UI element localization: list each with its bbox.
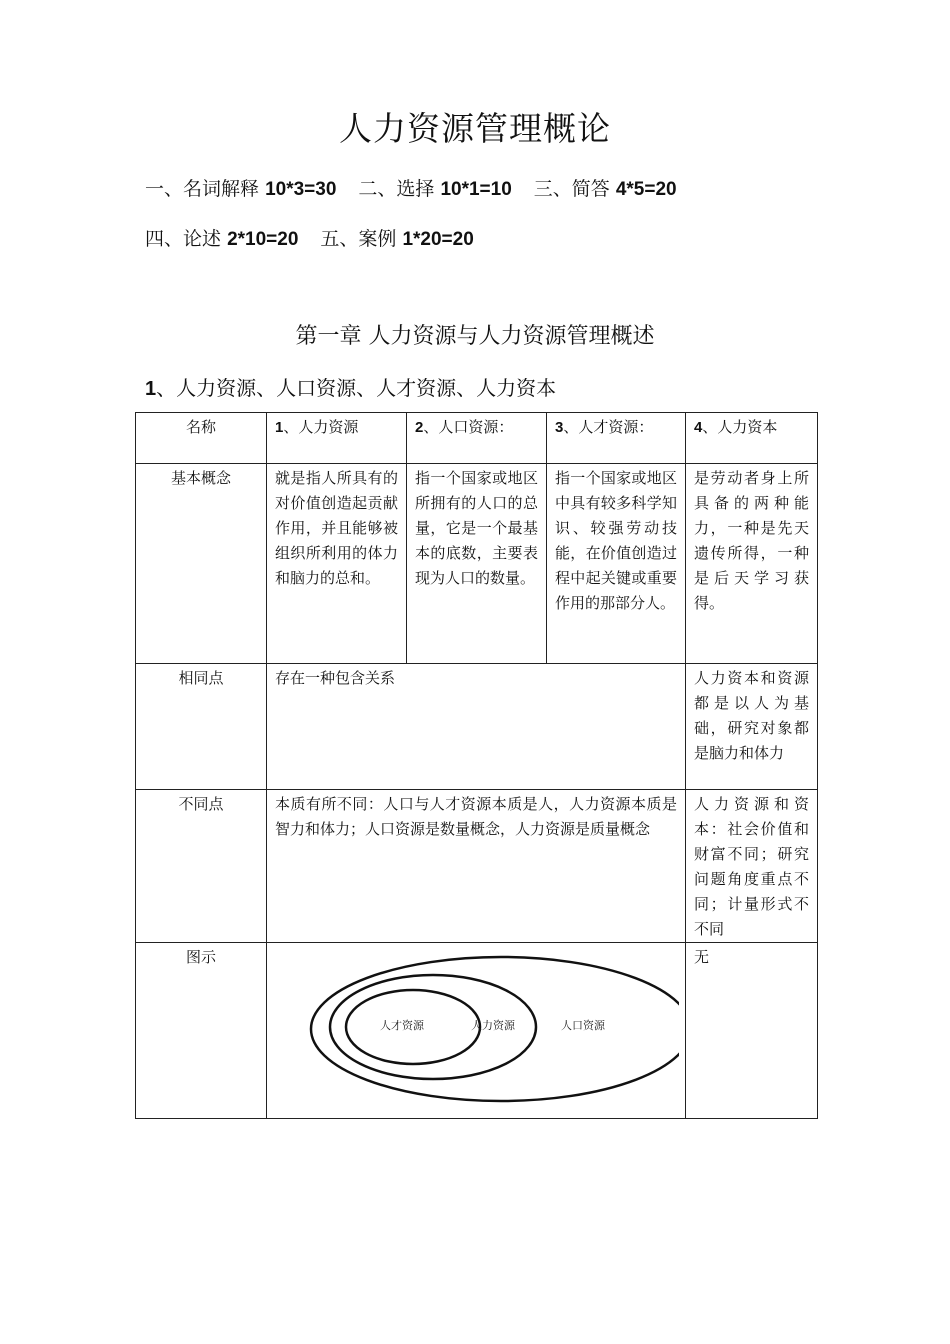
table-row-difference — [136, 790, 818, 943]
exam-structure-line-1 — [145, 174, 677, 201]
header-label: 、人口资源： — [423, 418, 514, 436]
header-cell — [407, 413, 547, 464]
exam-structure-line-2 — [145, 224, 474, 251]
exam-part-label: 一、名词解释 — [145, 178, 260, 200]
population-resources-label: 人口资源 — [561, 1019, 605, 1032]
concept-cell-human-capital: 是劳动者身上所具备的两种能力，一种是先天遗传所得，一种是后天学习获得。 — [686, 464, 818, 664]
row-label: 图示 — [136, 943, 267, 1119]
header-label: 、人力资源 — [283, 418, 359, 436]
header-number: 2 — [415, 419, 424, 436]
header-number: 3 — [555, 419, 564, 436]
similarity-cell: 存在一种包含关系 — [267, 664, 686, 790]
document-title: 人力资源管理概论 — [339, 109, 611, 148]
header-cell — [686, 413, 818, 464]
talent-resources-label: 人才资源 — [380, 1019, 424, 1032]
table-row-similarity — [136, 664, 818, 790]
diagram-cell — [267, 943, 686, 1119]
header-number: 1 — [275, 419, 284, 436]
exam-part-score: 2*10=20 — [227, 229, 299, 250]
concept-cell-population-resources: 指一个国家或地区所拥有的人口的总量，它是一个最基本的底数，主要表现为人口的数量。 — [407, 464, 547, 664]
exam-part-label: 四、论述 — [145, 228, 222, 250]
exam-part-score: 10*3=30 — [265, 179, 337, 200]
header-number: 4 — [694, 419, 703, 436]
section-title: 、人力资源、人口资源、人才资源、人力资本 — [156, 376, 557, 400]
header-cell — [547, 413, 686, 464]
table-row-concept — [136, 464, 818, 664]
comparison-table — [135, 412, 818, 1119]
nested-ellipse-diagram — [279, 949, 679, 1109]
header-cell — [267, 413, 407, 464]
exam-part-score: 4*5=20 — [615, 179, 677, 200]
exam-part-score: 10*1=10 — [440, 179, 512, 200]
table-row-diagram — [136, 943, 818, 1119]
chapter-heading: 第一章 人力资源与人力资源管理概述 — [295, 324, 655, 349]
diagram-capital-cell: 无 — [686, 943, 818, 1119]
concept-cell-talent-resources: 指一个国家或地区中具有较多科学知识、较强劳动技能，在价值创造过程中起关键或重要作用的那部分人。 — [547, 464, 686, 664]
section-heading — [145, 372, 556, 401]
header-name-cell: 名称 — [136, 413, 267, 464]
header-label: 、人才资源： — [563, 418, 654, 436]
similarity-capital-cell: 人力资本和资源都是以人为基础，研究对象都是脑力和体力 — [686, 664, 818, 790]
human-resources-label: 人力资源 — [471, 1019, 515, 1032]
concept-cell-human-resources: 就是指人所具有的对价值创造起贡献作用，并且能够被组织所利用的体力和脑力的总和。 — [267, 464, 407, 664]
difference-cell: 本质有所不同：人口与人才资源本质是人，人力资源本质是智力和体力；人口资源是数量概念，人力资源是质量概念 — [267, 790, 686, 943]
row-label: 基本概念 — [136, 464, 267, 664]
section-number: 1 — [145, 378, 157, 400]
exam-part-score: 1*20=20 — [402, 229, 474, 250]
header-label: 、人力资本 — [702, 418, 778, 436]
row-label: 不同点 — [136, 790, 267, 943]
exam-part-label: 三、简答 — [533, 178, 610, 200]
row-label: 相同点 — [136, 664, 267, 790]
table-header-row — [136, 413, 818, 464]
exam-part-label: 五、案例 — [320, 228, 397, 250]
exam-part-label: 二、选择 — [358, 178, 435, 200]
difference-capital-cell: 人力资源和资本：社会价值和财富不同；研究问题角度重点不同；计量形式不不同 — [686, 790, 818, 943]
